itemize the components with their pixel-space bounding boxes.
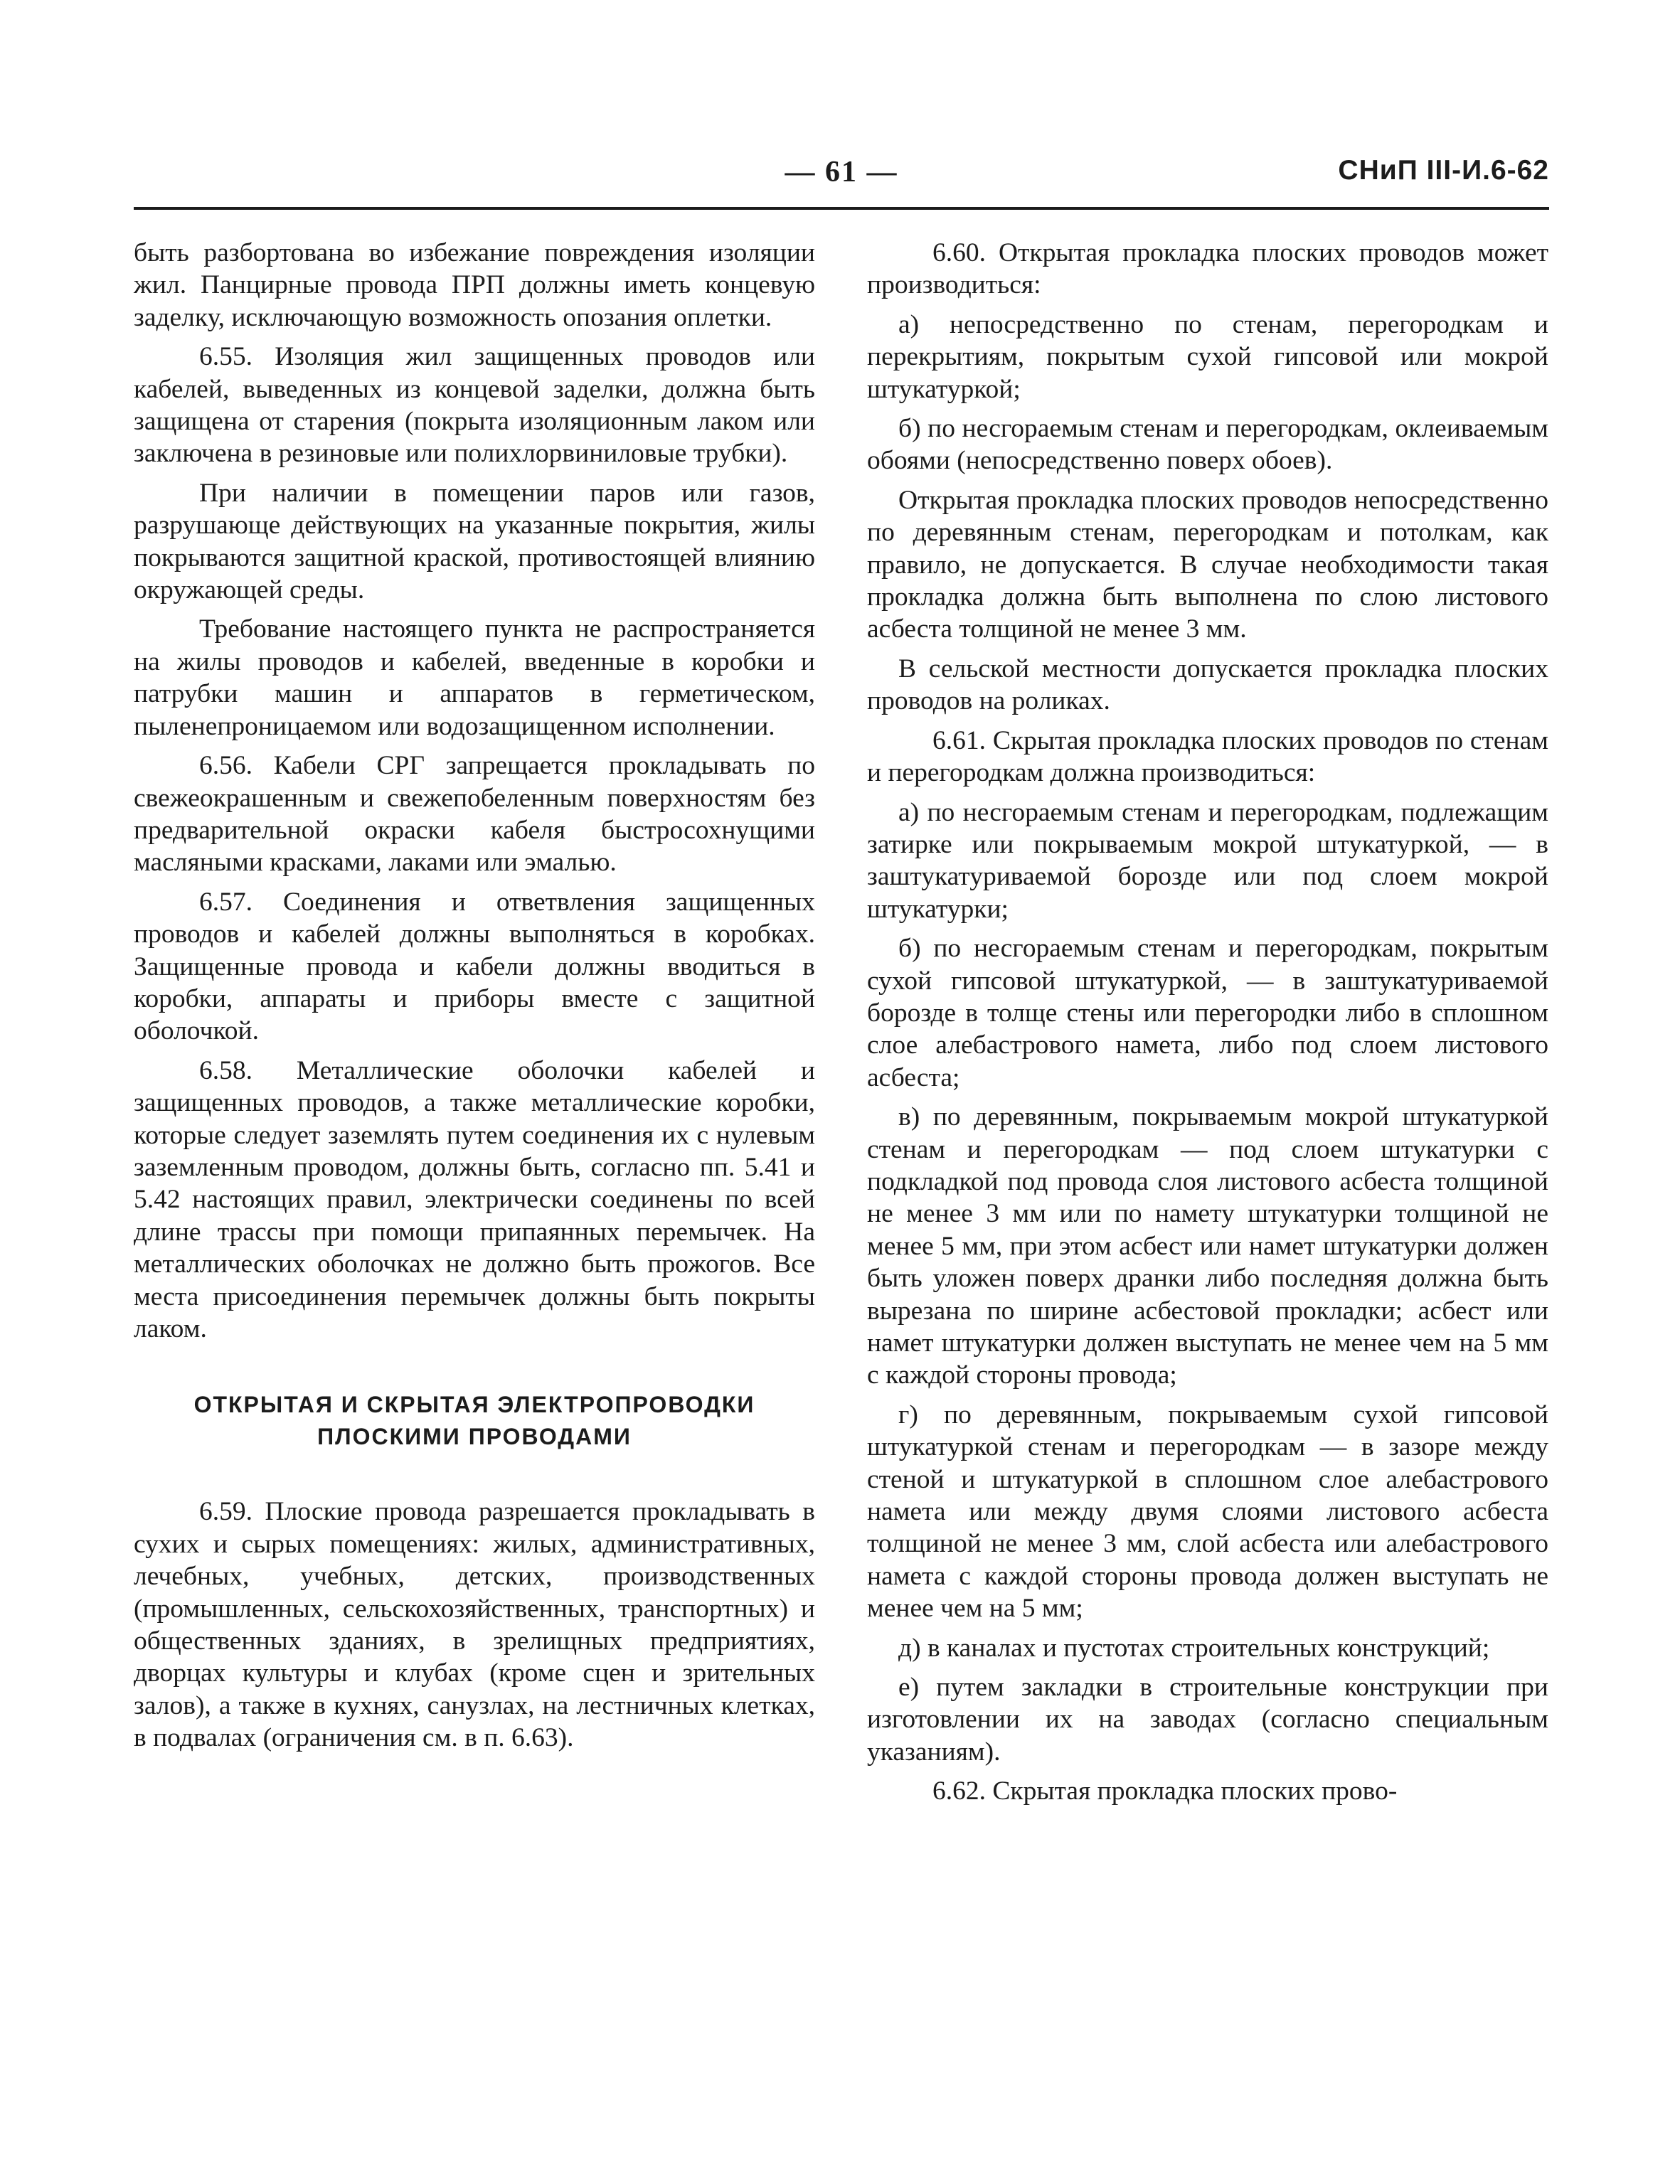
list-item-b: б) по несгораемым стенам и перегородкам, оклеиваемым обоями (непосредственно поверх обоев).: [867, 414, 1548, 476]
paragraph-6-56: 6.56. Кабели СРГ запрещается прокладывать по свежеокрашенным и свежепобеленным поверхностям без предварительной окраски кабеля быстросохнущими масляными красками, лаками или эмалью.: [134, 751, 815, 878]
paragraph-6-61: 6.61. Скрытая прокладка плоских проводов по стенам и перегородкам должна производиться:: [867, 725, 1548, 788]
header-rule: [134, 207, 1549, 210]
paragraph: В сельской местности допускается прокладка плоских проводов на роликах.: [867, 654, 1548, 716]
list-item-g: г) по деревянным, покрываемым сухой гипсовой штукатуркой стенам и перегородкам — в зазоре между стеной и штукатуркой в сплошном слое алебастрового намета или между двумя слоями листового асбеста толщиной не менее 3 мм, слой асбеста или алебастрового намета с каждой стороны провода должен выступать не менее чем на 5 мм;: [867, 1400, 1548, 1624]
paragraph-6-55: 6.55. Изоляция жил защищенных проводов или кабелей, выведенных из концевой заделки, должна быть защищена от старения (покрыта изоляционным лаком или заключена в резиновые или полихлорвиниловые трубки).: [134, 342, 815, 469]
page-number: — 61 —: [785, 156, 898, 188]
section-heading: [134, 1389, 815, 1453]
page-header: [134, 155, 1549, 198]
paragraph: Требование настоящего пункта не распространяется на жилы проводов и кабелей, введенные в коробки и патрубки машин и аппаратов в герметическом, пыленепроницаемом или водозащищенном исполнении.: [134, 614, 815, 741]
paragraph-6-59: 6.59. Плоские провода разрешается прокладывать в сухих и сырых помещениях: жилых, административных, лечебных, учебных, детских, производственных (промышленных, сельскохозяйственных, транспортных) и общественных зданиях, в зрелищных предприятиях, дворцах культуры и клубах (кроме сцен и зрительных залов), а также в кухнях, санузлах, на лестничных клетках, в подвалах (ограничения см. в п. 6.63).: [134, 1497, 815, 1753]
list-item-e: е) путем закладки в строительные конструкции при изготовлении их на заводах (согласно специальным указаниям).: [867, 1673, 1548, 1767]
right-column: [867, 237, 1548, 1808]
paragraph-6-57: 6.57. Соединения и ответвления защищенных проводов и кабелей должны выполняться в коробках. Защищенные провода и кабели должны вводиться в коробки, аппараты и приборы вместе с защитной оболочкой.: [134, 887, 815, 1046]
list-item-a: а) по несгораемым стенам и перегородкам, подлежащим затирке или покрываемым мокрой штукатуркой, — в заштукатуриваемой борозде или под слоем мокрой штукатурки;: [867, 797, 1548, 924]
paragraph-6-62: 6.62. Скрытая прокладка плоских прово-: [932, 1777, 1398, 1806]
document-code: СНиП III-И.6-62: [1338, 155, 1549, 186]
list-item-d: д) в каналах и пустотах строительных конструкций;: [898, 1633, 1490, 1663]
paragraph: При наличии в помещении паров или газов, разрушающе действующих на указанные покрытия, жилы покрываются защитной краской, противостоящей влиянию окружающей среды.: [134, 478, 815, 605]
paragraph-6-60: 6.60. Открытая прокладка плоских проводов может производиться:: [867, 238, 1548, 300]
paragraph-6-58: 6.58. Металлические оболочки кабелей и защищенных проводов, а также металлические коробки, которые следует заземлять путем соединения их с нулевым заземленным проводом, должны быть, согласно пп. 5.41 и 5.42 настоящих правил, электрически соединены по всей длине трассы при помощи припаянных перемычек. На металлических оболочках не должно быть прожогов. Все места присоединения перемычек должны быть покрыты лаком.: [134, 1055, 815, 1343]
left-column: [134, 237, 815, 1754]
list-item-a: а) непосредственно по стенам, перегородкам и перекрытиям, покрытым сухой гипсовой или мокрой штукатуркой;: [867, 309, 1548, 404]
list-item-b: б) по несгораемым стенам и перегородкам, покрытым сухой гипсовой штукатуркой, — в заштукатуриваемой борозде в толще стены или перегородки либо в сплошном слое алебастрового намета, либо под слоем листового асбеста;: [867, 934, 1548, 1092]
paragraph: быть разбортована во избежание повреждения изоляции жил. Панцирные провода ПРП должны иметь концевую заделку, исключающую возможность опозания оплетки.: [134, 238, 815, 332]
section-heading-line-1: ОТКРЫТАЯ И СКРЫТАЯ ЭЛЕКТРОПРОВОДКИ: [193, 1392, 755, 1418]
section-heading-line-2: ПЛОСКИМИ ПРОВОДАМИ: [317, 1424, 632, 1450]
list-item-v: в) по деревянным, покрываемым мокрой штукатуркой стенам и перегородкам — под слоем штукатурки с подкладкой под провода слоя листового асбеста толщиной не менее 3 мм или по намету штукатурки толщиной не менее 5 мм, при этом асбест или намет штукатурки должен быть уложен поверх дранки либо последняя должна быть вырезана по ширине асбестовой прокладки; асбест или намет штукатурки должен выступать не менее чем на 5 мм с каждой стороны провода;: [867, 1102, 1548, 1390]
paragraph: Открытая прокладка плоских проводов непосредственно по деревянным стенам, перегородкам и потолкам, как правило, не допускается. В случае необходимости такая прокладка должна быть выполнена по слою листового асбеста толщиной не менее 3 мм.: [867, 485, 1548, 644]
